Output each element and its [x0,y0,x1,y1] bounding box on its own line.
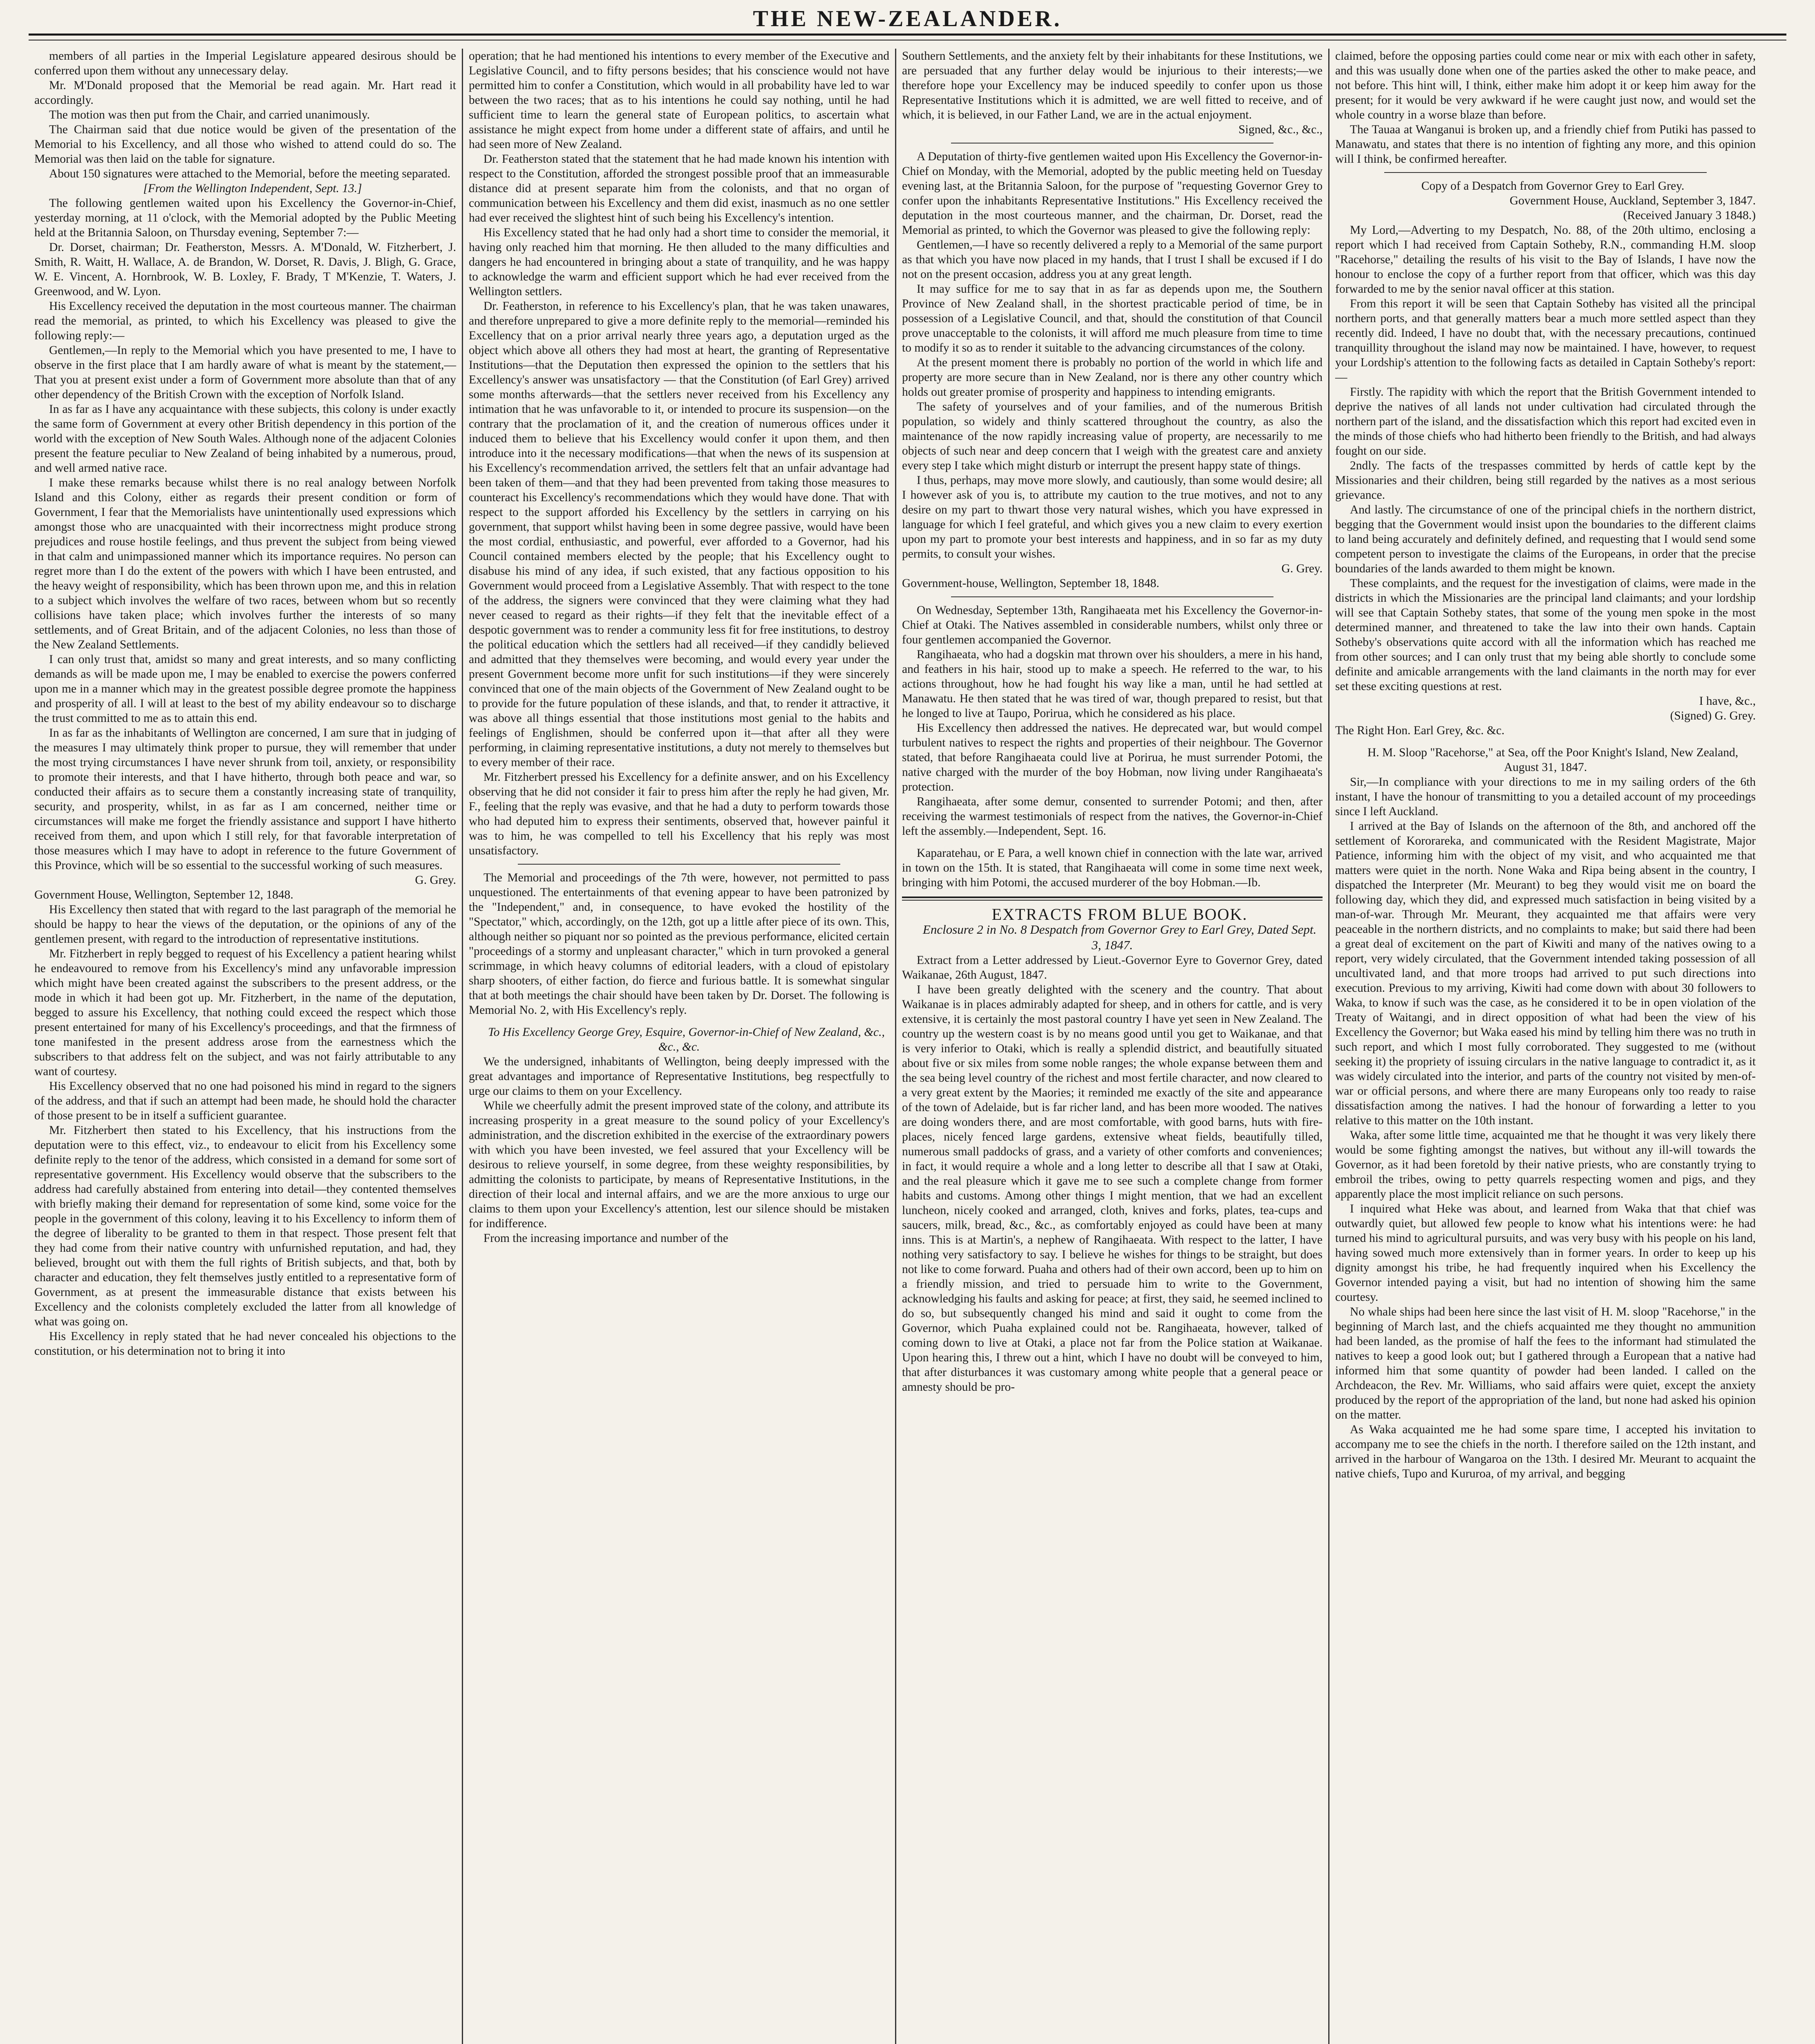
paragraph: members of all parties in the Imperial Legislature appeared desirous should be conferred upon them without any unnecessary delay. [34,49,456,77]
paragraph: We the undersigned, inhabitants of Wellington, being deeply impressed with the great advantages and importance of Representative Institutions, beg respectfully to urge our claims to them on your Excellency. [469,1055,889,1098]
divider [1384,172,1707,173]
section-divider [902,896,1323,901]
paragraph: Mr. M'Donald proposed that the Memorial be read again. Mr. Hart read it accordingly. [34,79,456,107]
paragraph: His Excellency in reply stated that he had never concealed his objections to the constitution, or his determination not to bring it into [34,1330,456,1358]
paragraph: In as far as the inhabitants of Wellington are concerned, I am sure that in judging of the measures I may ultimately think proper to pursue, they will remember that under the most trying circumstances I have never shrunk from toil, anxiety, or responsibility to promote their interests, and that I have hitherto, through both peace and war, so conducted their affairs as to secure them a constantly increasing state of tranquility, security, and prosperity, whilst, in as far as I am concerned, neither time or circumstances will make me forget the friendly assistance and support I have hitherto received from them, and upon which I still rely, for that favorable interpretation of those measures which I may have to adopt in reference to the future Government of this Province, which will be so essential to the successful working of such measures. [34,726,456,872]
masthead-title: THE NEW-ZEALANDER. [753,6,1062,31]
spacer [469,1018,889,1025]
paragraph: Waka, after some little time, acquainted me that he thought it was very likely there would be some fighting amongst the natives, but without any ill-will towards the Governor, as it had been foretold by their native priests, who are constantly trying to embroil the tribes, owing to petty quarrels respecting women and pigs, and they apparently place the most implicit reliance on such persons. [1335,1129,1756,1201]
paragraph: I inquired what Heke was about, and learned from Waka that that chief was outwardly quiet, but allowed few people to know what his intentions were: he had turned his mind to agricultural pursuits, and was very busy with his people on his land, having sowed much more extensively than in former years. In order to keep up his dignity amongst his tribe, he had frequently inquired when his Excellency the Governor intended paying a visit, but had no intention of showing him the same courtesy. [1335,1202,1756,1304]
dateline: claimed, before the opposing parties could come near or mix with each other in safety, and this was usually done when one of the parties asked the other to make peace, and not before. This hint will, I think, either make him adopt it or keep him away for the present; for it would be very awkward if he were caught just now, and would set the whole country in a worse blaze than before. [1335,49,1756,121]
address-heading: To His Excellency George Grey, Esquire, Governor-in-Chief of New Zealand, &c., &c., &c. [488,1026,885,1053]
spacer [902,838,1323,846]
masthead-rule [29,34,1786,40]
dateline: Southern Settlements, and the anxiety felt by their inhabitants for these Institutions, we are persuaded that any further delay would be injurious to their interests;—we therefore hope your Excellency may be induced speedily to confer upon us those Representative Institutions which it is admitted, we are well fitted to receive, and of which, it is believed, in our Father Land, we are in the actual enjoyment. [902,49,1323,121]
paragraph: No whale ships had been here since the last visit of H. M. sloop "Racehorse," in the beginning of March last, and the chiefs acquainted me they thought no ammunition had been landed, as the promise of half the fees to the informant had stimulated the natives to keep a good look out; but I gathered through a European that a native had informed him that some quantity of powder had been landed. I called on the Archdeacon, the Rev. Mr. Williams, who said affairs were quiet, except the anxiety produced by the report of the appropriation of the land, but none had asked his opinion on the matter. [1335,1305,1756,1421]
paragraph: His Excellency stated that he had only had a short time to consider the memorial, it having only reached him that morning. He then alluded to the many difficulties and dangers he had encountered in bringing about a state of tranquility, and he was happy to acknowledge the warm and efficient support which he had ever received from the Wellington settlers. [469,226,889,298]
signature: G. Grey. [1281,562,1323,575]
paragraph: While we cheerfully admit the present improved state of the colony, and attribute its increasing prosperity in a great measure to the sound policy of your Excellency's administration, and the discretion exhibited in the exercise of the extraordinary powers with which you have been invested, we feel assured that your Excellency will be desirous to relieve yourself, in some degree, from these weighty responsibilities, by admitting the colonists to participate, by means of Representative Institutions, in the direction of their local and internal affairs, and we are the more anxious to urge our claims to them upon your Excellency's attention, lest our silence should be mistaken for indifference. [469,1099,889,1230]
paragraph: From the increasing importance and number of the [483,1232,728,1245]
paragraph: The Chairman said that due notice would be given of the presentation of the Memorial to his Excellency, and all those who wished to attend could do so. The Memorial was then laid on the table for signature. [34,123,456,166]
paragraph: The motion was then put from the Chair, and carried unanimously. [49,108,370,121]
paragraph: His Excellency then addressed the natives. He deprecated war, but would compel turbulent natives to respect the rights and properties of their neighbour. The Governor stated, that before Rangihaeata could live at Porirua, he must surrender Potomi, the native charged with the murder of the boy Hobman, now living under Rangihaeata's protection. [902,722,1323,793]
paragraph: At the present moment there is probably no portion of the world in which life and property are more secure than in New Zealand, nor is there any other country which holds out greater promise of prosperity and happiness to intending emigrants. [902,356,1323,399]
paragraph: It may suffice for me to say that in as far as depends upon me, the Southern Province of New Zealand shall, in the shortest practicable period of time, be in possession of a Legislative Council, and that, should the constitution of that Council prove unacceptable to the colonists, it will afford me much pleasure from time to time to modify it so as to render it suitable to the advancing circumstances of the colony. [902,282,1323,354]
paragraph: As Waka acquainted me he had some spare time, I accepted his invitation to accompany me to see the chiefs in the north. I therefore sailed on the 12th instant, and arrived in the harbour of Wangaroa on the 13th. I desired Mr. Meurant to acquaint the native chiefs, Tupo and Kururoa, of my arrival, and begging [1335,1423,1756,1480]
column-4 [1328,49,1761,2044]
spacer [1335,738,1756,745]
paragraph: Gentlemen,—I have so recently delivered a reply to a Memorial of the same purport as that which you have now placed in my hands, that I trust I shall be excused if I do not on the present occasion, address you at any great length. [902,238,1323,281]
signature: Signed, &c., &c., [1238,123,1323,136]
column-1 [29,49,462,2044]
signature: G. Grey. [415,874,456,887]
letter-header: Government House, Auckland, September 3, 1847. [1509,194,1756,207]
paragraph: Mr. Fitzherbert then stated to his Excellency, that his instructions from the deputation were to this effect, viz., to endeavour to elicit from his Excellency some definite reply to the tenor of the address, which consisted in a demand for some sort of representative government. His Excellency would observe that the subscribers to the address had carefully abstained from entering into detail—they contented themselves with briefly making their demand for representation of some kind, some voice for the people in the government of this colony, leaving it to his Excellency to inform them of the degree of liberality to be granted to them in that respect. Those present felt that they had come from their native country with unfurnished reputation, and had, they believed, brought out with them the full rights of British subjects, and that, both by character and education, they felt themselves justly entitled to a representative form of Government, as at present the immeasurable distance that exists between his Excellency and the colonists completely excluded the latter from all knowledge of what was going on. [34,1124,456,1328]
dateline: operation; that he had mentioned his intentions to every member of the Executive and Legislative Council, and to fifty persons besides; that his conscience would not have permitted him to confer a Constitution, which would in all probability have led to war between the two races; that as to his intentions he could say nothing, until he had sufficient time to learn the general state of European politics, to ascertain what assistance he might expect from home under a different state of affairs, and until he had seen more of New Zealand. [469,49,889,151]
paragraph: I arrived at the Bay of Islands on the afternoon of the 8th, and anchored off the settlement of Kororareka, and communicated with the Resident Magistrate, Major Patience, informing him with the object of my visit, and who acquainted me that matters were quiet in the north. None Waka and Ripa being absent in the country, I dispatched the Interpreter (Mr. Meurant) to beg they would visit me on board the following day, which they did, and expressed much satisfaction in being visited by a man-of-war. Through Mr. Meurant, they acquainted me that affairs were very peaceable in the northern districts, and no complaints to make; but said there had been a great deal of excitement on the part of Kiwiti and many of the natives owing to a report, very widely circulated, that the Government intended taking possession of all uncultivated land, and that more troops had arrived to put such directions into execution. Previous to my arriving, Kiwiti had come down with about 30 followers to Waka, to know if such was the case, as he considered it to be in open violation of the Treaty of Waitangi, and in direct opposition of what had been the view of his Excellency the Governor; but Waka eased his mind by telling him there was no truth in such report, and which I most fully corroborated. They suggested to me (without seeking it) the propriety of issuing circulars in the native language to contradict it, as it was widely circulated into the interior, and parts of the country not visited by men-of-war or official persons, and where there are many Europeans only too ready to raise dissatisfaction among the natives. I had the honour of forwarding a letter to you relative to this matter on the 10th instant. [1335,820,1756,1127]
centered-heading: Copy of a Despatch from Governor Grey to Earl Grey. [1421,179,1685,193]
paragraph: The safety of yourselves and of your families, and of the numerous British population, so widely and thinly scattered throughout the country, as also the maintenance of the now rapidly increasing value of property, are necessarily to me objects of such near and deep concern that I weigh with the greatest care and anxiety every step I take which might disturb or interrupt the present happy state of things. [902,400,1323,472]
paragraph: Sir,—In compliance with your directions to me in my sailing orders of the 6th instant, I have the honour of transmitting to you a detailed account of my proceedings since I left Auckland. [1335,775,1756,818]
dateline: Government House, Wellington, September 12, 1848. [34,888,293,901]
paragraph: Mr. Fitzherbert pressed his Excellency for a definite answer, and on his Excellency observing that he did not consider it fair to press him after the reply he had given, Mr. F., feeling that the reply was evasive, and that he had a duty to perform towards those who had deputed him to express their sentiments, observed that, however painful it was to him, he was compelled to tell his Excellency that his reply was most unsatisfactory. [469,771,889,857]
paragraph: And lastly. The circumstance of one of the principal chiefs in the northern district, begging that the Government would insist upon the boundaries to the different claims to land being accurately and definitely defined, and requesting that I would send some competent person to investigate the claims of the Europeans, in order that the precise boundaries of the lands awarded to them might be known. [1335,503,1756,575]
paragraph: Dr. Dorset, chairman; Dr. Featherston, Messrs. A. M'Donald, W. Fitzherbert, J. Smith, R. Waitt, H. Wallace, A. de Brandon, W. Dorset, R. Davis, J. Bligh, G. Grace, W. E. Vincent, A. Hornbrook, W. B. Loxley, F. Brady, T M'Kenzie, T. Waters, J. Greenwood, and W. Lyon. [34,241,456,298]
divider [518,864,840,865]
dateline: Government-house, Wellington, September 18, 1848. [902,577,1159,590]
paragraph: His Excellency received the deputation in the most courteous manner. The chairman read the memorial, as printed, to which his Excellency was pleased to give the following reply:— [34,300,456,342]
paragraph: Mr. Fitzherbert in reply begged to request of his Excellency a patient hearing whilst he endeavoured to remove from his Excellency's mind any unfavorable impression which might have been created against the subscribers to the present address, or the mode in which it had been got up. Mr. Fitzherbert, in the name of the deputation, begged to assure his Excellency, that nothing could exceed the respect which those present entertained for many of his Excellency's proceedings, and that the firmness of tone manifested in the present address arose from the earnestness which the subscribers to that address felt on the subject, and was not fairly attributable to any want of courtesy. [34,947,456,1078]
paragraph: Extract from a Letter addressed by Lieut.-Governor Eyre to Governor Grey, dated Waikanae, 26th August, 1847. [902,954,1323,982]
paragraph: In as far as I have any acquaintance with these subjects, this colony is under exactly the same form of Government at every other British dependency in this portion of the world with the exception of New South Wales. Although none of the adjacent Colonies present the feature peculiar to New Zealand of being inhabited by a numerous, proud, and well armed native race. [34,403,456,475]
paragraph: I thus, perhaps, may move more slowly, and cautiously, than some would desire; all I however ask of you is, to attribute my caution to the true motives, and not to any desire on my part to thwart those very natural wishes, which you have expressed in language for which I feel grateful, and which gives you a new claim to every exertion upon my part to promote your best interests and happiness, and in so far as my duty permits, to consult your wishes. [902,474,1323,560]
divider [951,596,1273,597]
paragraph: The Memorial and proceedings of the 7th were, however, not permitted to pass unquestioned. The entertainments of that evening appear to have been patronized by the "Independent," and, in consequence, to have evoked the hostility of the "Spectator," which, accordingly, on the 12th, got up a little after piece of its own. This, although neither so piquant nor so pointed as the previous performance, elicited certain "proceedings of a stormy and unpleasant character," which in turn provoked a general scrimmage, in which heavy columns of editorial leaders, with a cloud of epistolary sharp shooters, of either faction, do fierce and furious battle. It is somewhat singular that at both meetings the chair should have been taken by Dr. Dorset. The following is Memorial No. 2, with His Excellency's reply. [469,871,889,1017]
column-3 [895,49,1328,2044]
paragraph: From this report it will be seen that Captain Sotheby has visited all the principal northern ports, and that generally matters bear a much more settled aspect than they recently did. Indeed, I have no doubt that, with the necessary precautions, continued tranquillity throughout the island may now be maintained. I have, however, to request your Lordship's attention to the following facts as detailed in Captain Sotheby's report:— [1335,297,1756,384]
paragraph: I make these remarks because whilst there is no real analogy between Norfolk Island and this Colony, either as regards their present condition or form of Government, I fear that the Memorialists have unintentionally used expressions which amongst those who are unacquainted with their incorrectness might produce strong prejudices and rouse hostile feelings, and thus prevent the subject from being viewed in that calm and unimpassioned manner which its importance requires. No person can regret more than I do the extent of the powers with which I have been entrusted, and the heavy weight of responsibility, which has been thrown upon me, and this in relation to a subject which involves the welfare of two races, between whom but so recently collisions have taken place; which involves further the interests of so many settlements, and of Great Britain, and of the adjacent Colonies, no less than those of the New Zealand Settlements. [34,476,457,651]
masthead [29,8,1786,34]
paragraph: I can only trust that, amidst so many and great interests, and so many conflicting demands as will be made upon me, I may be enabled to exercise the powers conferred upon me in a manner which may in the greatest possible degree promote the happiness and prosperity of all. I will at least to the best of my ability endeavour so to discharge the trust committed to me as to attain this end. [34,653,456,725]
signature: I have, &c., [1699,695,1756,708]
section-subhead: Enclosure 2 in No. 8 Despatch from Governor Grey to Earl Grey, Dated Sept. 3, 1847. [922,922,1317,952]
section-title: EXTRACTS FROM BLUE BOOK. [991,905,1248,923]
paragraph: His Excellency observed that no one had poisoned his mind in regard to the signers of the address, and that if such an attempt had been made, he should hold the character of those present to be in itself a sufficient guarantee. [34,1080,456,1122]
paragraph: Rangihaeata, after some demur, consented to surrender Potomi; and then, after receiving the warmest testimonials of respect from the natives, the Governor-in-Chief left the assembly.—Independent, Sept. 16. [902,795,1323,838]
paragraph: On Wednesday, September 13th, Rangihaeata met his Excellency the Governor-in-Chief at Otaki. The Natives assembled in considerable numbers, whilst only three or four gentlemen accompanied the Governor. [902,604,1323,646]
paragraph: The Tauaa at Wanganui is broken up, and a friendly chief from Putiki has passed to Manawatu, and states that there is no intention of fighting any more, and this opinion will I think, be confirmed hereafter. [1335,123,1756,166]
paragraph: Dr. Featherston, in reference to his Excellency's plan, that he was taken unawares, and therefore unprepared to give a more definite reply to the memorial—reminded his Excellency that on a prior arrival nearly three years ago, a deputation urged as the object which above all others they had most at heart, the granting of Representative Institutions—that the Deputation then expressed the opinion to the settlers that his Excellency's answer was unsatisfactory — that the Constitution (of Earl Grey) arrived some months afterwards—that the settlers never received from his Excellency any intimation that he was unfavorable to it, or intended to procure its suspension—on the contrary that the proclamation of it, and the creation of numerous offices under it induced them to believe that his Excellency would confer it upon them, and then introduce into it the necessary modifications—that when the news of its suspension at his Excellency's recommendation arrived, the settlers felt that an unfair advantage had been taken of them—and that they had been prevented from taking those measures to counteract his Excellency's recommendations which they would have done. That with respect to the support afforded his Excellency by the settlers in carrying on his government, that support whilst having been in some degree passive, would have been the most cordial, enthusiastic, and powerful, ever afforded to a Governor, had his Council contained members elected by the people; that his Excellency ought to disabuse his mind of any idea, if such existed, that any factious opposition to his Government would proceed from a Legislative Assembly. That with respect to the tone of the address, the signers were convinced that they were claiming what they had never ceased to regard as their rights—if they felt that the inevitable effect of a despotic government was to render a community less fit for free institutions, to destroy the political education which the settlers had all received—if they candidly believed and admitted that they themselves were becoming, and would every year under the present Government become more unfit for such institutions—if they were sincerely convinced that one of the main objects of the Government of New Zealand ought to be to provide for the future population of these islands, and that, to render it attractive, it was above all things essential that those institutions most genial to the habits and feelings of Englishmen, should be conferred upon it—that after all they were performing, in claiming representative institutions, a duty not merely to themselves but to every member of their race. [469,300,889,769]
paragraph: Dr. Featherston stated that the statement that he had made known his intention with respect to the Constitution, afforded the strongest possible proof that an immeasurable distance did at present separate him from the colonists, and that no organ of communication between his Excellency and them did exist, inasmuch as no one settler had ever received the slightest hint of such being his Excellency's intention. [469,152,889,224]
dateline: The Right Hon. Earl Grey, &c. &c. [1335,724,1505,737]
paragraph: Rangihaeata, who had a dogskin mat thrown over his shoulders, a mere in his hand, and feathers in his hair, stood up to make a speech. He referred to the war, to his actions throughout, how he had fought his way like a man, until he had settled at Manawatu. He then stated that he was tired of war, though prepared to resist, but that he longed to live at Taupo, Porirua, which he considered as his place. [902,648,1323,720]
paragraph: My Lord,—Adverting to my Despatch, No. 88, of the 20th ultimo, enclosing a report which I had received from Captain Sotheby, R.N., commanding H.M. sloop "Racehorse," detailing the results of his visit to the Bay of Islands, I have now the honour to enclose the copy of a further report from that officer, which was this day forwarded to me by the senior naval officer at this station. [1335,224,1756,296]
signature: (Signed) G. Grey. [1670,709,1756,722]
paragraph: I have been greatly delighted with the scenery and the country. That about Waikanae is in places admirably adapted for sheep, and in others for cattle, and is very extensive, it is certainly the most pastoral country I have yet seen in New Zealand. The country up the western coast is by no means good until you get to Waikanae, and that is very inferior to Otaki, which is really a splendid district, and beautifully situated about five or six miles from some noble ranges; the whole expanse between them and the sea being level country of the richest and most fertile character, and now cleared to a very great extent by the Maories; it reminded me exactly of the site and appearance of the town of Adelaide, but is far richer land, and has been more wooded. The natives are doing wonders there, and are most comfortable, with good barns, huts with fire-places, nicely fenced large gardens, extensive wheat fields, beautifully tilled, numerous small paddocks of grass, and a variety of other comforts and conveniences; in fact, it would require a whole and a long letter to describe all that I saw at Otaki, and the real pleasure which it gave me to see such a complete change from former habits and customs. Among other things I might mention, that we had an excellent luncheon, nicely cooked and arranged, cloth, knives and forks, plates, tea-cups and saucers, milk, bread, &c., &c., as comfortably enjoyed as could have been at many inns. This is at Martin's, a nephew of Rangihaeata. With respect to the latter, I have nothing very satisfactory to say. I believe he wishes for things to be straight, but does not like to come forward. Puaha and others had of their own accord, been up to him on a friendly mission, and tried to persuade him to write to the Government, acknowledging his faults and asking for peace; at first, they said, he seemed inclined to do so, but subsequently changed his mind and said it ought to come from the Governor, which Puaha explained could not be. Rangihaeata, however, talked of coming down to live at Otaki, a place not far from the Police station at Waikanae. Upon hearing this, I threw out a hint, which I have no doubt will be conveyed to him, that after disturbances it was customary among white people that a general peace or amnesty should be pro- [902,983,1323,1394]
source-note: [From the Wellington Independent, Sept. 13.] [143,182,362,195]
column-2 [462,49,895,2044]
paragraph: Kaparatehau, or E Para, a well known chief in connection with the late war, arrived in town on the 15th. It is stated, that Rangihaeata will come in some time next week, bringing with him Potomi, the accused murderer of the boy Hobman.—Ib. [902,847,1323,889]
paragraph: 2ndly. The facts of the trespasses committed by herds of cattle kept by the Missionaries and their children, being still regarded by the natives as a most serious grievance. [1335,459,1756,502]
paragraph: Firstly. The rapidity with which the report that the British Government intended to deprive the natives of all lands not under cultivation had circulated through the northern part of the island, and the dissatisfaction which this report had excited even in the minds of those chiefs who had hitherto been friendly to the British, and had always fought on our side. [1335,385,1756,457]
centered-heading: H. M. Sloop "Racehorse," at Sea, off the Poor Knight's Island, New Zealand, August 31, 1847. [1367,746,1739,774]
columns [29,49,1786,2044]
paragraph: These complaints, and the request for the investigation of claims, were made in the districts in which the Missionaries are the principal land claimants; and your lordship will see that Captain Sotheby states, that some of the young men spoke in the most determined manner, and threatened to take the law into their own hands. Captain Sotheby's observations quite accord with all the information which has reached me from other sources; and I can only trust that my being able shortly to conclude some definite and amicable arrangements with the land claimants in the north may for ever set these exciting questions at rest. [1335,577,1756,693]
paragraph: Gentlemen,—In reply to the Memorial which you have presented to me, I have to observe in the first place that I am hardly aware of what is meant by the statement,—That you at present exist under a form of Government more absolute than that of any other dependency of the British Crown with the exception of Norfolk Island. [34,344,456,401]
paragraph: About 150 signatures were attached to the Memorial, before the meeting separated. [49,167,451,180]
paragraph: The following gentlemen waited upon his Excellency the Governor-in-Chief, yesterday morning, at 11 o'clock, with the Memorial adopted by the Public Meeting held at the Britannia Saloon, on Thursday evening, September 7:— [34,197,456,239]
paragraph: His Excellency then stated that with regard to the last paragraph of the memorial he should be happy to hear the views of the deputation, or the opinions of any of the gentlemen present, with regard to the introduction of representative institutions. [34,903,456,946]
paragraph: A Deputation of thirty-five gentlemen waited upon His Excellency the Governor-in-Chief on Monday, with the Memorial, adopted by the public meeting held on Tuesday evening last, at the Britannia Saloon, for the purpose of "requesting Governor Grey to confer upon the inhabitants Representative Institutions." His Excellency received the deputation in the most courteous manner, and the chairman, Dr. Dorset, read the Memorial as printed, to which the Governor was pleased to give the following reply: [902,150,1323,237]
letter-header: (Received January 3 1848.) [1623,209,1756,222]
